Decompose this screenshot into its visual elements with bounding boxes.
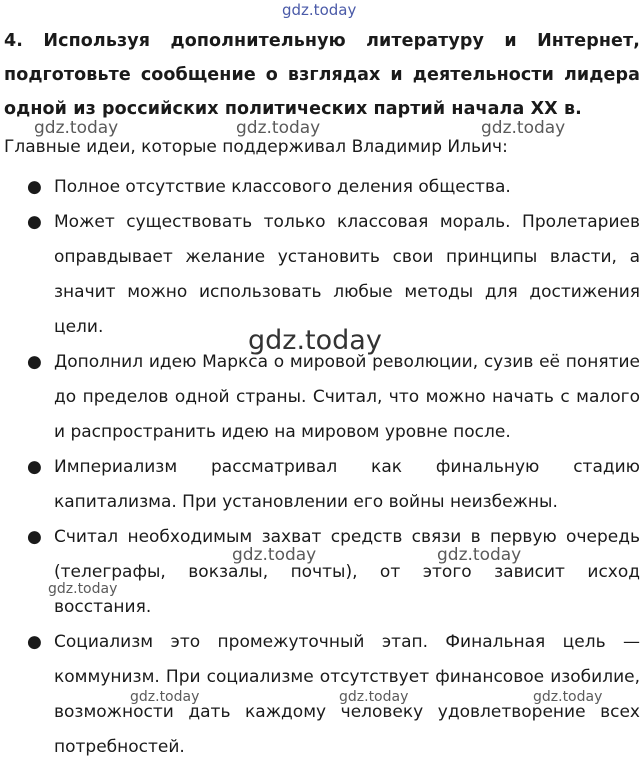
watermark: gdz.today bbox=[232, 545, 317, 565]
watermark: gdz.today bbox=[34, 118, 119, 138]
list-item bbox=[0, 450, 644, 520]
watermark: gdz.today bbox=[481, 118, 566, 138]
bullet-icon: ● bbox=[27, 527, 42, 547]
watermark: gdz.today bbox=[248, 325, 382, 356]
watermark: gdz.today bbox=[533, 689, 603, 705]
watermark: gdz.today bbox=[48, 581, 118, 597]
task-heading: 4. Используя дополнительную литературу и Интернет, подготовьте сообщение о взглядах и деятельности лидера одной из российских политических партий начала XX в. bbox=[4, 31, 640, 119]
bullet-icon: ● bbox=[27, 212, 42, 232]
intro-text: Главные идеи, которые поддерживал Владимир Ильич: bbox=[4, 137, 508, 157]
list-item-text: Дополнил идею Маркса о мировой революции, сузив её понятие до пределов одной страны. Считал, что можно начать с малого и распространить идею на мировом уровне после. bbox=[54, 352, 640, 442]
watermark: gdz.today bbox=[236, 118, 321, 138]
list-item-text: Социализм это промежуточный этап. Финальная цель — коммунизм. При социализме отсутствует финансовое изобилие, возможности дать каждому человеку удовлетворение всех потребностей. bbox=[54, 632, 640, 757]
list-item bbox=[0, 625, 644, 765]
list-item-text: Считал необходимым захват средств связи в первую очередь (телеграфы, вокзалы, почты), от этого зависит исход восстания. bbox=[54, 527, 640, 617]
ideas-list bbox=[0, 170, 644, 765]
list-item bbox=[0, 205, 644, 345]
list-item-text: Полное отсутствие классового деления общества. bbox=[54, 177, 511, 197]
bullet-icon: ● bbox=[27, 457, 42, 477]
list-item-text: Империализм рассматривал как финальную стадию капитализма. При установлении его войны неизбежны. bbox=[54, 457, 640, 512]
list-item bbox=[0, 520, 644, 625]
list-item bbox=[0, 345, 644, 450]
bullet-icon: ● bbox=[27, 177, 42, 197]
watermark: gdz.today bbox=[339, 689, 409, 705]
watermark: gdz.today bbox=[282, 1, 357, 19]
list-item-text: Может существовать только классовая мораль. Пролетариев оправдывает желание установить свои принципы власти, а значит можно использовать любые методы для достижения цели. bbox=[54, 212, 640, 337]
bullet-icon: ● bbox=[27, 352, 42, 372]
bullet-icon: ● bbox=[27, 632, 42, 652]
list-item bbox=[0, 170, 644, 205]
watermark: gdz.today bbox=[437, 545, 522, 565]
watermark: gdz.today bbox=[130, 689, 200, 705]
